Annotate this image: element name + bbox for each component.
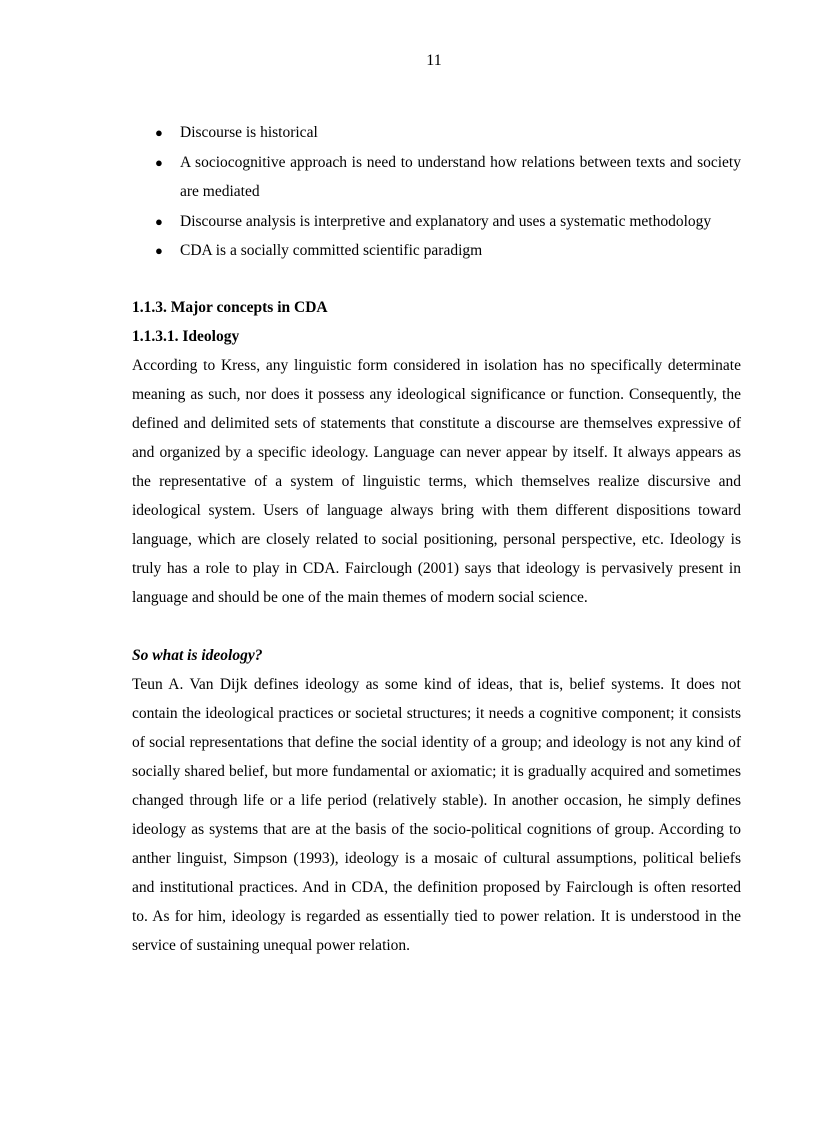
bullet-icon: ● [155,243,163,258]
paragraph-ideology-definition: Teun A. Van Dijk defines ideology as some kind of ideas, that is, belief systems. It does not contain the ideological practices or societal structures; it needs a cognitive component; it consists of social representations that define the social identity of a group; and ideology is not any kind of socially shared belief, but more fundamental or axiomatic; it is gradually acquired and sometimes changed through life or a life period (relatively stable). In another occasion, he simply defines ideology as systems that are at the basis of the socio-political cognitions of group. According to anther linguist, Simpson (1993), ideology is a mosaic of cultural assumptions, political beliefs and institutional practices. And in CDA, the definition proposed by Fairclough is often resorted to. As for him, ideology is regarded as essentially tied to power relation. It is understood in the service of sustaining unequal power relation. [132,675,741,954]
subsection-heading: 1.1.3.1. Ideology [132,327,240,345]
bullet-item [132,207,741,237]
bullet-icon: ● [155,154,163,170]
bullet-item [132,236,741,266]
bullet-item [132,148,741,207]
bullet-text: Discourse analysis is interpretive and explanatory and uses a systematic methodology [180,212,712,230]
bullet-text: A sociocognitive approach is need to understand how relations between texts and society are mediated [180,153,741,200]
bullet-text: Discourse is historical [180,124,318,141]
section-heading: 1.1.3. Major concepts in CDA [132,298,328,316]
bullet-icon: ● [155,125,163,140]
bullet-list [132,118,741,266]
page-number: 11 [426,52,442,69]
paragraph-ideology-kress: According to Kress, any linguistic form considered in isolation has no specifically determinate meaning as such, nor does it possess any ideological significance or function. Consequently, the defined and delimited sets of statements that constitute a discourse are themselves expressive of and organized by a specific ideology. Language can never appear by itself. It always appears as the representative of a system of linguistic terms, which themselves realize discursive and ideological system. Users of language always bring with them different dispositions toward language, which are closely related to social positioning, personal perspective, etc. Ideology is truly has a role to play in CDA. Fairclough (2001) says that ideology is pervasively present in language and should be one of the main themes of modern social science. [132,356,741,606]
question-heading: So what is ideology? [132,646,263,664]
bullet-text: CDA is a socially committed scientific paradigm [180,242,483,259]
page-content [132,118,741,960]
bullet-item [132,118,741,148]
bullet-icon: ● [155,213,163,229]
